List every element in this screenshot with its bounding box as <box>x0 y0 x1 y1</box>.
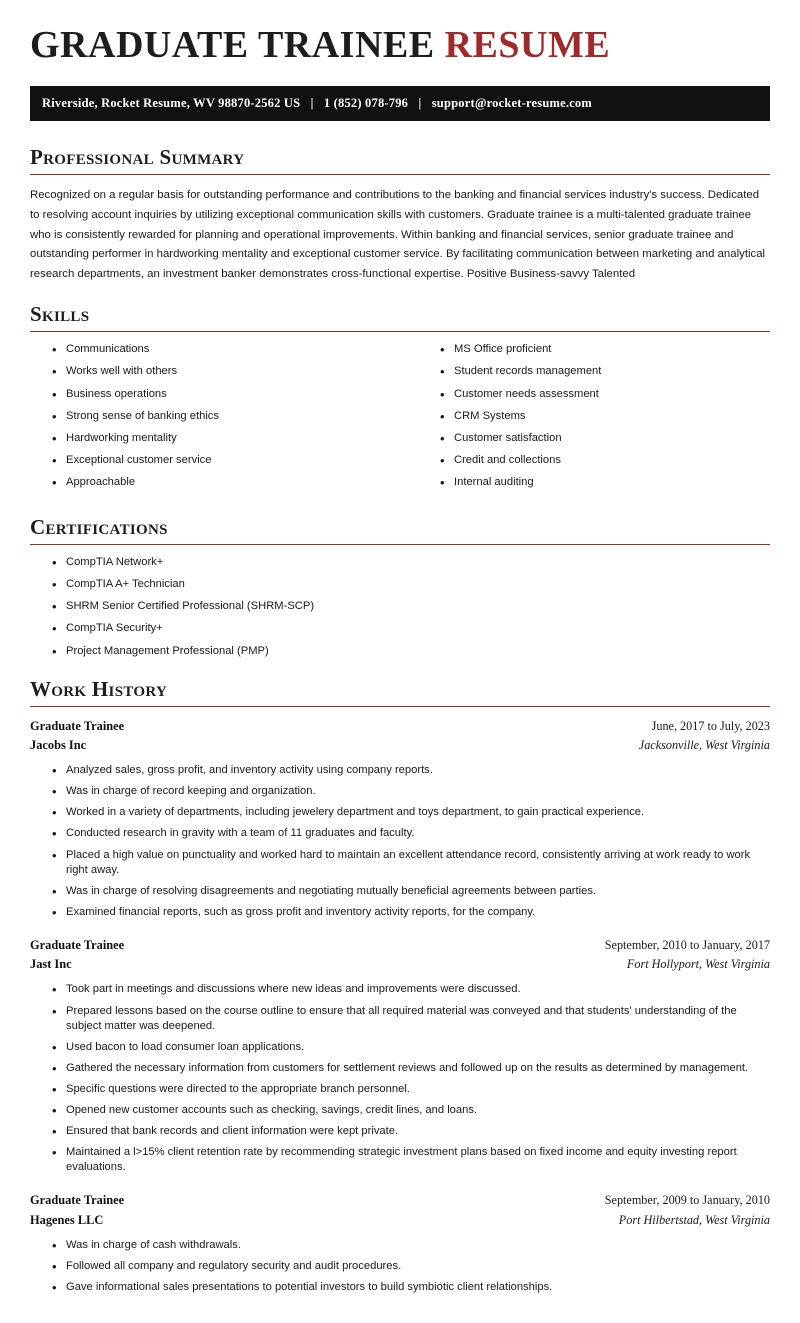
page-title-main: GRADUATE TRAINEE <box>30 24 435 66</box>
job-header-row <box>30 936 770 955</box>
skills-list-right <box>418 342 770 490</box>
list-item: • Business operations <box>52 387 400 402</box>
job-company: Hagenes LLC <box>30 1212 104 1227</box>
section-professional-summary <box>30 145 770 284</box>
list-item: • Approachable <box>52 475 400 490</box>
section-work-history <box>30 677 770 1296</box>
job-dates: June, 2017 to July, 2023 <box>651 718 770 733</box>
job-company: Jacobs Inc <box>30 737 87 752</box>
list-item: • Strong sense of banking ethics <box>52 409 400 424</box>
job-subheader-row <box>30 955 770 974</box>
section-divider <box>30 544 770 545</box>
section-heading-skills: Skills <box>30 302 90 327</box>
job-title: Graduate Trainee <box>30 1193 125 1208</box>
list-item: • Worked in a variety of departments, including jewelery department and toys department, to gain practical experience. <box>52 805 770 820</box>
job-subheader-row <box>30 1211 770 1230</box>
list-item: • CompTIA A+ Technician <box>52 577 770 592</box>
list-item: • CompTIA Network+ <box>52 555 770 570</box>
list-item: • Hardworking mentality <box>52 431 400 446</box>
section-heading-work-history: Work History <box>30 676 168 701</box>
job-header-row <box>30 717 770 736</box>
work-history-entry <box>30 717 770 920</box>
list-item: • Was in charge of record keeping and organization. <box>52 784 770 799</box>
list-item: • Was in charge of cash withdrawals. <box>52 1238 770 1253</box>
list-item: • Customer needs assessment <box>440 387 770 402</box>
job-title: Graduate Trainee <box>30 718 125 733</box>
list-item: • Examined financial reports, such as gross profit and inventory activity reports, for the company. <box>52 905 770 920</box>
skills-columns <box>30 342 770 497</box>
job-dates: September, 2009 to January, 2010 <box>604 1193 770 1208</box>
list-item: • Prepared lessons based on the course outline to ensure that all required material was conveyed and that students' understanding of the subject matter was deepened. <box>52 1004 770 1034</box>
list-item: • Internal auditing <box>440 475 770 490</box>
job-dates: September, 2010 to January, 2017 <box>604 937 770 952</box>
list-item: • Was in charge of resolving disagreements and negotiating mutually beneficial agreements between parties. <box>52 884 770 899</box>
page-title-accent: RESUME <box>444 24 611 66</box>
skills-list-left <box>30 342 400 490</box>
list-item: • Credit and collections <box>440 453 770 468</box>
list-item: • Works well with others <box>52 364 400 379</box>
job-title: Graduate Trainee <box>30 937 125 952</box>
list-item: • Followed all company and regulatory security and audit procedures. <box>52 1259 770 1274</box>
list-item: • Communications <box>52 342 400 357</box>
list-item: • CompTIA Security+ <box>52 621 770 636</box>
contact-location: Riverside, Rocket Resume, WV 98870-2562 US <box>42 95 301 110</box>
list-item: • Used bacon to load consumer loan applications. <box>52 1040 770 1055</box>
section-skills <box>30 302 770 497</box>
skills-column-left <box>30 342 400 497</box>
list-item: • SHRM Senior Certified Professional (SHRM-SCP) <box>52 599 770 614</box>
list-item: • Project Management Professional (PMP) <box>52 644 770 659</box>
contact-phone: 1 (852) 078-796 <box>323 95 409 110</box>
list-item: • Took part in meetings and discussions where new ideas and improvements were discussed. <box>52 982 770 997</box>
contact-email[interactable]: support@rocket-resume.com <box>431 95 592 110</box>
list-item: • Customer satisfaction <box>440 431 770 446</box>
list-item: • Ensured that bank records and client information were kept private. <box>52 1124 770 1139</box>
page-title <box>30 26 770 66</box>
work-history-entry <box>30 936 770 1176</box>
section-heading-certifications: Certifications <box>30 515 168 540</box>
contact-bar <box>30 86 770 121</box>
section-divider <box>30 706 770 707</box>
list-item: • Gave informational sales presentations to potential investors to build symbiotic client relationships. <box>52 1280 770 1295</box>
list-item: • Opened new customer accounts such as checking, savings, credit lines, and loans. <box>52 1103 770 1118</box>
summary-text: Recognized on a regular basis for outstanding performance and contributions to the banking and financial services industry's success. Dedicated to resolving account inquiries by utilizing exceptional communication skills with customers. Graduate trainee is a multi-talented graduate trainee who is consistently rewarded for planning and operational improvements. Within banking and financial services, senior graduate trainee and outstanding performer in hardworking mentality and exceptional customer service. By facilitating communication between marketing and analytical research departments, an investment banker demonstrates cross-functional expertise. Positive Business-savvy Talented <box>30 189 766 280</box>
job-company: Jast Inc <box>30 957 72 972</box>
job-location: Port Hilbertstad, West Virginia <box>618 1212 770 1227</box>
list-item: • Specific questions were directed to the appropriate branch personnel. <box>52 1082 770 1097</box>
contact-separator-2: | <box>418 95 422 110</box>
job-location: Fort Hollyport, West Virginia <box>626 957 770 972</box>
job-bullets <box>30 1238 770 1295</box>
section-divider <box>30 174 770 175</box>
certifications-list <box>30 555 770 659</box>
job-header-row <box>30 1191 770 1210</box>
list-item: • Analyzed sales, gross profit, and inventory activity using company reports. <box>52 763 770 778</box>
section-heading-summary: Professional Summary <box>30 144 245 169</box>
job-bullets <box>30 982 770 1175</box>
job-location: Jacksonville, West Virginia <box>638 737 770 752</box>
list-item: • MS Office proficient <box>440 342 770 357</box>
list-item: • Placed a high value on punctuality and worked hard to maintain an excellent attendance record, consistently arriving at work ready to work right away. <box>52 848 770 878</box>
list-item: • Exceptional customer service <box>52 453 400 468</box>
list-item: • Conducted research in gravity with a team of 11 graduates and faculty. <box>52 826 770 841</box>
contact-separator-1: | <box>310 95 314 110</box>
section-certifications <box>30 515 770 659</box>
skills-column-right <box>400 342 770 497</box>
list-item: • Student records management <box>440 364 770 379</box>
list-item: • CRM Systems <box>440 409 770 424</box>
job-subheader-row <box>30 736 770 755</box>
list-item: • Gathered the necessary information from customers for settlement reviews and followed up on the results as determined by management. <box>52 1061 770 1076</box>
work-history-entry <box>30 1191 770 1295</box>
job-bullets <box>30 763 770 920</box>
list-item: • Maintained a l>15% client retention rate by recommending strategic investment plans based on fixed income and equity investing report evaluations. <box>52 1145 770 1175</box>
section-divider <box>30 331 770 332</box>
